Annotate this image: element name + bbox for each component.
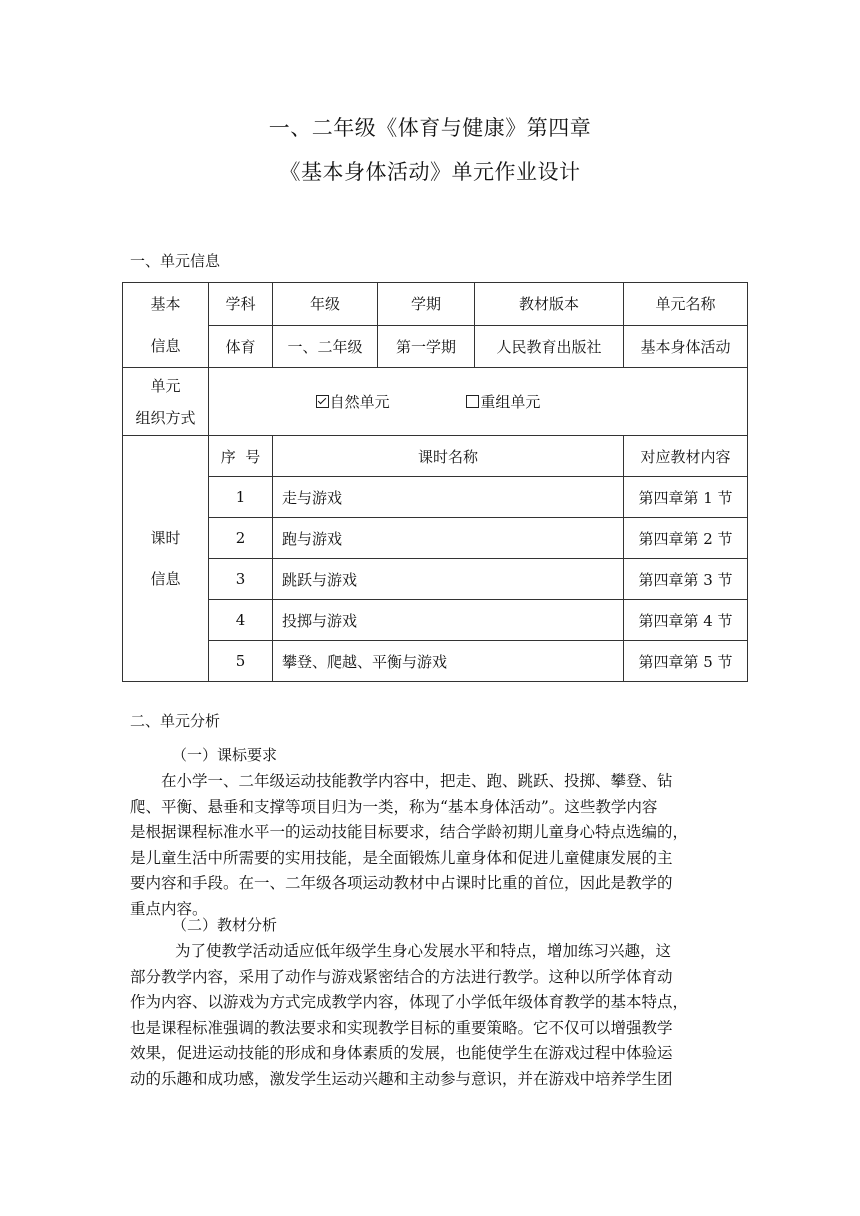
table-row: [123, 559, 748, 600]
paragraph-line: 也是课程标准强调的教法要求和实现教学目标的重要策略。它不仅可以增强教学: [130, 1018, 673, 1037]
lesson-content: 第四章第 4 节: [624, 600, 748, 641]
option-regroup-unit: [466, 391, 540, 412]
lesson-number: 1: [209, 477, 273, 518]
value-textbook-edition: 人民教育出版社: [475, 325, 624, 368]
table-row: [123, 477, 748, 518]
option-natural-unit: [316, 391, 390, 412]
header-subject: 学科: [209, 283, 273, 326]
lesson-number: 2: [209, 518, 273, 559]
lesson-content: 第四章第 5 节: [624, 641, 748, 682]
option-regroup-label: 重组单元: [480, 393, 541, 411]
basic-info-label-line1: 基本: [150, 295, 181, 313]
lesson-name: 跑与游戏: [273, 518, 624, 559]
lesson-content: 第四章第 1 节: [624, 477, 748, 518]
lesson-name: 跳跃与游戏: [273, 559, 624, 600]
lesson-info-label-line2: 信息: [150, 569, 181, 588]
value-grade: 一、二年级: [273, 325, 378, 368]
value-unit-name: 基本身体活动: [624, 325, 748, 368]
paragraph-line: 部分教学内容，采用了动作与游戏紧密结合的方法进行教学。这种以所学体育动: [130, 967, 673, 986]
lesson-number: 4: [209, 600, 273, 641]
lesson-content: 第四章第 2 节: [624, 518, 748, 559]
lesson-header-content: 对应教材内容: [624, 436, 748, 477]
paragraph-line: 为了使教学活动适应低年级学生身心发展水平和特点，增加练习兴趣，这: [175, 942, 672, 960]
header-textbook-edition: 教材版本: [475, 283, 624, 326]
org-method-label-line2: 组织方式: [135, 408, 196, 427]
lesson-number: 5: [209, 641, 273, 682]
lesson-name: 投掷与游戏: [273, 600, 624, 641]
paragraph-line: 是根据课程标准水平一的运动技能目标要求，结合学龄初期儿童身心特点选编的，: [130, 823, 689, 841]
lesson-info-label: [123, 436, 209, 682]
checkbox-checked-icon: [316, 395, 329, 408]
section-heading-unit-analysis: 二、单元分析: [130, 712, 221, 730]
table-row: [123, 518, 748, 559]
subsection-heading-textbook-analysis: （二）教材分析: [172, 916, 278, 934]
paragraph-line: 要内容和手段。在一、二年级各项运动教材中占课时比重的首位，因此是教学的: [130, 874, 673, 892]
header-grade: 年级: [273, 283, 378, 326]
checkbox-unchecked-icon: [466, 395, 479, 408]
value-subject: 体育: [209, 325, 273, 368]
subsection-heading-curriculum: （一）课标要求: [172, 746, 278, 764]
paragraph-line: 是儿童生活中所需要的实用技能，是全面锻炼儿童身体和促进儿童健康发展的主: [130, 848, 673, 867]
lesson-header-name: 课时名称: [273, 436, 624, 477]
unit-info-table: [122, 282, 748, 682]
lesson-name: 攀登、爬越、平衡与游戏: [273, 641, 624, 682]
paragraph-line: 在小学一、二年级运动技能教学内容中，把走、跑、跳跃、投掷、攀登、钻: [161, 772, 673, 790]
header-term: 学期: [378, 283, 475, 326]
lesson-info-label-line1: 课时: [150, 528, 181, 547]
org-method-label-line1: 单元: [150, 376, 181, 395]
document-title-line2: 《基本身体活动》单元作业设计: [279, 160, 581, 184]
document-title-line1: 一、二年级《体育与健康》第四章: [268, 116, 592, 140]
paragraph-line: 作为内容、以游戏为方式完成教学内容，体现了小学低年级体育教学的基本特点，: [130, 993, 689, 1011]
org-method-options: [209, 368, 748, 436]
section-heading-unit-info: 一、单元信息: [130, 252, 221, 270]
value-term: 第一学期: [378, 325, 475, 368]
paragraph-line: 动的乐趣和成功感，激发学生运动兴趣和主动参与意识，并在游戏中培养学生团: [130, 1069, 673, 1088]
lesson-header-number: 序 号: [209, 436, 273, 477]
lesson-number: 3: [209, 559, 273, 600]
header-unit-name: 单元名称: [624, 283, 748, 326]
paragraph-line: 爬、平衡、悬垂和支撑等项目归为一类，称为“基本身体活动”。这些教学内容: [130, 797, 658, 816]
paragraph-textbook-analysis: [130, 939, 730, 1092]
option-natural-label: 自然单元: [329, 393, 390, 411]
lesson-content: 第四章第 3 节: [624, 559, 748, 600]
lesson-name: 走与游戏: [273, 477, 624, 518]
paragraph-curriculum: [130, 769, 730, 922]
basic-info-label: [123, 283, 209, 368]
table-row: [123, 600, 748, 641]
table-row: [123, 641, 748, 682]
org-method-label: [123, 368, 209, 436]
basic-info-label-line2: 信息: [150, 337, 181, 355]
paragraph-line: 重点内容。: [130, 899, 208, 918]
paragraph-line: 效果，促进运动技能的形成和身体素质的发展，也能使学生在游戏过程中体验运: [130, 1044, 673, 1062]
